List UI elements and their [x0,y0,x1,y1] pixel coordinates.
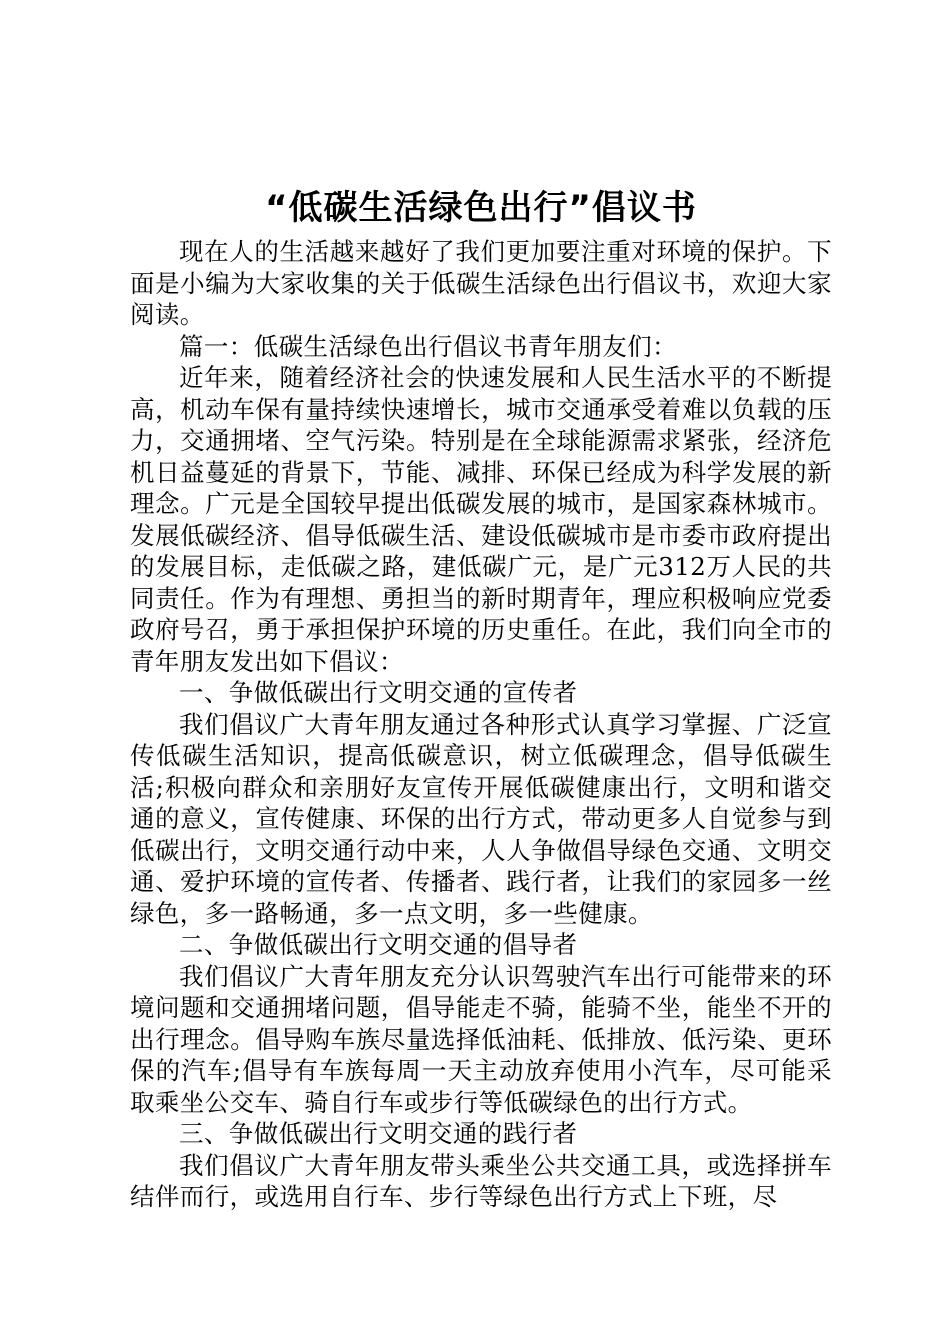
intro-paragraph: 现在人的生活越来越好了我们更加要注重对环境的保护。下面是小编为大家收集的关于低碳生活绿色出行倡议书，欢迎大家阅读。 [130,237,832,329]
proposal-heading-3: 三、争做低碳出行文明交通的践行者 [179,1119,578,1148]
background-paragraph: 近年来，随着经济社会的快速发展和人民生活水平的不断提高，机动车保有量持续快速增长，城市交通承受着难以负载的压力，交通拥堵、空气污染。特别是在全球能源需求紧张，经济危机日益蔓延的背景下，节能、减排、环保已经成为科学发展的新理念。广元是全国较早提出低碳发展的城市，是国家森林城市。发展低碳经济、倡导低碳生活、建设低碳城市是市委市政府提出的发展目标，走低碳之路，建低碳广元，是广元312万人民的共同责任。作为有理想、勇担当的新时期青年，理应积极响应党委政府号召，勇于承担保护环境的历史重任。在此，我们向全市的青年朋友发出如下倡议： [130,363,832,676]
proposal-paragraph-1: 我们倡议广大青年朋友通过各种形式认真学习掌握、广泛宣传低碳生活知识，提高低碳意识，树立低碳理念，倡导低碳生活;积极向群众和亲朋好友宣传开展低碳健康出行，文明和谐交通的意义，宣传健康、环保的出行方式，带动更多人自觉参与到低碳出行，文明交通行动中来，人人争做倡导绿色交通、文明交通、爱护环境的宣传者、传播者、践行者，让我们的家园多一丝绿色，多一路畅通，多一点文明，多一些健康。 [130,709,832,928]
document-title: “低碳生活绿色出行”倡议书 [265,188,697,228]
section-heading-part-one: 篇一：低碳生活绿色出行倡议书青年朋友们： [179,331,677,361]
proposal-paragraph-3: 我们倡议广大青年朋友带头乘坐公共交通工具，或选择拼车结伴而行，或选用自行车、步行等绿色出行方式上下班，尽 [130,1150,832,1211]
proposal-paragraph-2: 我们倡议广大青年朋友充分认识驾驶汽车出行可能带来的环境问题和交通拥堵问题，倡导能走不骑，能骑不坐，能坐不开的出行理念。倡导购车族尽量选择低油耗、低排放、低污染、更环保的汽车;倡导有车族每周一天主动放弃使用小汽车，尽可能采取乘坐公交车、骑自行车或步行等低碳绿色的出行方式。 [130,961,832,1117]
proposal-heading-1: 一、争做低碳出行文明交通的宣传者 [179,678,578,707]
document-body [130,236,832,1213]
proposal-heading-2: 二、争做低碳出行文明交通的倡导者 [179,930,578,959]
